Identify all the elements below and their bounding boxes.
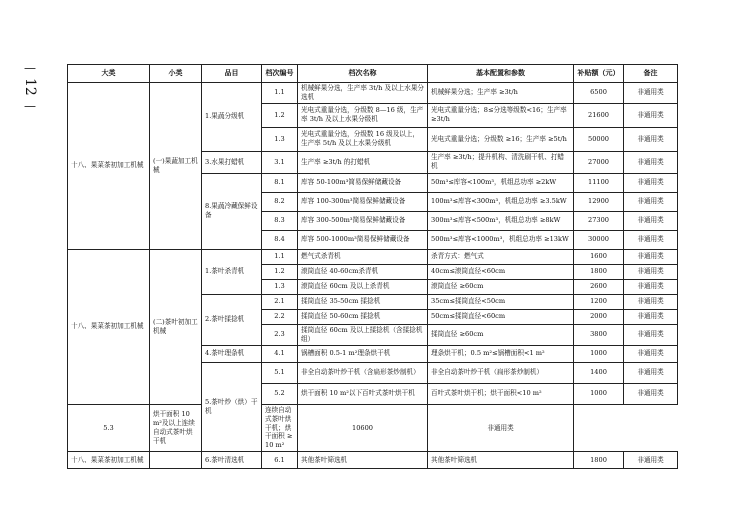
header-subcategory: 小类 <box>150 65 202 83</box>
category-cell: 十八、果菜茶初加工机械 <box>68 83 150 250</box>
page-number-dash-top: — <box>24 61 36 75</box>
grade-code-cell: 1.2 <box>262 103 298 127</box>
config-cell: 35cm≤揉筒直径<50cm <box>428 294 574 309</box>
config-cell: 500m³≤库容<1000m³，机组总功率 ≥13kW <box>428 230 574 249</box>
note-cell: 非通用类 <box>624 309 678 324</box>
config-cell: 其他茶叶筛选机 <box>428 452 574 469</box>
header-config-params: 基本配置和参数 <box>428 65 574 83</box>
grade-code-cell: 8.1 <box>262 173 298 192</box>
grade-code-cell: 3.1 <box>262 151 298 173</box>
grade-name-cell: 烘干面积 10 m²及以上连续自动式茶叶烘干机 <box>150 404 202 451</box>
grade-code-cell: 2.2 <box>262 309 298 324</box>
table-row <box>68 404 678 451</box>
item-cell: 5.茶叶炒（烘）干机 <box>202 362 262 451</box>
note-cell: 非通用类 <box>624 230 678 249</box>
grade-name-cell: 锅槽面积 0.5-1 m²理条烘干机 <box>298 345 428 362</box>
grade-name-cell: 光电式重量分选，分级数 8—16 级，生产率 3t/h 及以上水果分级机 <box>298 103 428 127</box>
config-cell: 机械鲜果分选；生产率 ≥3t/h <box>428 83 574 104</box>
subsidy-cell: 10600 <box>298 404 428 451</box>
config-cell: 揉筒直径 ≥60cm <box>428 324 574 345</box>
subcategory-cell: (一)果蔬加工机械 <box>150 83 202 250</box>
subsidy-cell: 1000 <box>574 383 624 404</box>
grade-name-cell: 滚筒直径 40-60cm杀青机 <box>298 264 428 279</box>
subsidy-cell: 27300 <box>574 211 624 230</box>
item-cell: 3.水果打蜡机 <box>202 151 262 173</box>
note-cell: 非通用类 <box>428 404 574 451</box>
header-grade-code: 档次编号 <box>262 65 298 83</box>
note-cell: 非通用类 <box>624 192 678 211</box>
grade-name-cell: 光电式重量分选，分级数 16 级及以上，生产率 5t/h 及以上水果分级机 <box>298 127 428 151</box>
header-subsidy: 补贴额（元） <box>574 65 624 83</box>
config-cell: 连续自动式茶叶烘干机；烘干面积 ≥10 m² <box>262 404 298 451</box>
config-cell: 非全自动茶叶炒干机（扁形茶炒制机） <box>428 362 574 383</box>
note-cell: 非通用类 <box>624 362 678 383</box>
table-row <box>68 249 678 264</box>
note-cell: 非通用类 <box>624 324 678 345</box>
header-grade-name: 档次名称 <box>298 65 428 83</box>
grade-name-cell: 非全自动茶叶炒干机（含扁形茶炒制机） <box>298 362 428 383</box>
subsidy-cell: 1800 <box>574 452 624 469</box>
category-cell: 十八、果菜茶初加工机械 <box>68 452 150 469</box>
grade-name-cell: 揉筒直径 60cm 及以上揉捻机（含揉捻机组） <box>298 324 428 345</box>
note-cell: 非通用类 <box>624 151 678 173</box>
grade-code-cell: 4.1 <box>262 345 298 362</box>
grade-name-cell: 库容 500-1000m³简易保鲜储藏设备 <box>298 230 428 249</box>
note-cell: 非通用类 <box>624 173 678 192</box>
config-cell: 杀青方式：燃气式 <box>428 249 574 264</box>
grade-name-cell: 滚筒直径 60cm 及以上杀青机 <box>298 279 428 294</box>
note-cell: 非通用类 <box>624 345 678 362</box>
config-cell: 100m³≤库容<300m³，机组总功率 ≥3.5kW <box>428 192 574 211</box>
subsidy-cell: 1800 <box>574 264 624 279</box>
subsidy-cell: 3800 <box>574 324 624 345</box>
item-cell: 2.茶叶揉捻机 <box>202 294 262 345</box>
grade-code-cell: 5.2 <box>262 383 298 404</box>
grade-code-cell: 5.3 <box>68 404 150 451</box>
grade-name-cell: 生产率 ≥3t/h 的打蜡机 <box>298 151 428 173</box>
header-note: 备注 <box>624 65 678 83</box>
item-cell: 1.果蔬分级机 <box>202 83 262 152</box>
config-cell: 光电式重量分选；8≤分选等级数<16；生产率 ≥3t/h <box>428 103 574 127</box>
grade-name-cell: 库容 100-300m³简易保鲜储藏设备 <box>298 192 428 211</box>
config-cell: 光电式重量分选；分级数 ≥16；生产率 ≥5t/h <box>428 127 574 151</box>
page-number-digits: 12 <box>22 78 38 96</box>
subsidy-cell: 30000 <box>574 230 624 249</box>
note-cell: 非通用类 <box>624 264 678 279</box>
grade-code-cell: 1.2 <box>262 264 298 279</box>
grade-code-cell: 1.3 <box>262 127 298 151</box>
grade-name-cell: 揉筒直径 35-50cm 揉捻机 <box>298 294 428 309</box>
item-cell: 6.茶叶清选机 <box>202 452 262 469</box>
grade-name-cell: 燃气式杀青机 <box>298 249 428 264</box>
grade-code-cell: 8.2 <box>262 192 298 211</box>
grade-code-cell: 1.1 <box>262 249 298 264</box>
subsidy-table <box>67 64 678 469</box>
category-cell: 十八、果菜茶初加工机械 <box>68 249 150 404</box>
grade-code-cell: 8.4 <box>262 230 298 249</box>
subsidy-cell: 1200 <box>574 294 624 309</box>
subsidy-cell: 6500 <box>574 83 624 104</box>
note-cell: 非通用类 <box>624 383 678 404</box>
subsidy-cell: 27000 <box>574 151 624 173</box>
note-cell: 非通用类 <box>624 103 678 127</box>
subcategory-cell: (二)茶叶初加工机械 <box>150 249 202 404</box>
grade-name-cell: 机械鲜果分选，生产率 3t/h 及以上水果分选机 <box>298 83 428 104</box>
item-cell: 8.果蔬冷藏保鲜设备 <box>202 173 262 249</box>
note-cell: 非通用类 <box>624 279 678 294</box>
config-cell: 300m³≤库容<500m³，机组总功率 ≥8kW <box>428 211 574 230</box>
subsidy-cell: 2000 <box>574 309 624 324</box>
config-cell: 生产率 ≥3t/h；提升机构、清洗刷干机、打蜡机 <box>428 151 574 173</box>
grade-code-cell: 2.1 <box>262 294 298 309</box>
grade-name-cell: 库容 300-500m³简易保鲜储藏设备 <box>298 211 428 230</box>
config-cell: 50cm≤揉筒直径<60cm <box>428 309 574 324</box>
config-cell: 40cm≤滚筒直径<60cm <box>428 264 574 279</box>
config-cell: 理条烘干机；0.5 m²≤锅槽面积<1 m² <box>428 345 574 362</box>
config-cell: 50m³≤库容<100m³，机组总功率 ≥2kW <box>428 173 574 192</box>
subsidy-cell: 1600 <box>574 249 624 264</box>
subsidy-cell: 21600 <box>574 103 624 127</box>
grade-name-cell: 其他茶叶筛选机 <box>298 452 428 469</box>
note-cell: 非通用类 <box>624 211 678 230</box>
note-cell: 非通用类 <box>624 249 678 264</box>
grade-code-cell: 8.3 <box>262 211 298 230</box>
grade-code-cell: 6.1 <box>262 452 298 469</box>
grade-code-cell: 2.3 <box>262 324 298 345</box>
subcategory-cell <box>150 452 202 469</box>
page-number-dash-bottom: — <box>24 98 36 113</box>
config-cell: 滚筒直径 ≥60cm <box>428 279 574 294</box>
subsidy-cell: 50000 <box>574 127 624 151</box>
subsidy-cell: 1000 <box>574 345 624 362</box>
table-row <box>68 83 678 104</box>
subsidy-cell: 12900 <box>574 192 624 211</box>
subsidy-cell: 1400 <box>574 362 624 383</box>
note-cell: 非通用类 <box>624 294 678 309</box>
table-header-row <box>68 65 678 83</box>
grade-code-cell: 5.1 <box>262 362 298 383</box>
header-category: 大类 <box>68 65 150 83</box>
page-number <box>18 62 42 112</box>
grade-name-cell: 库容 50-100m³简易保鲜储藏设备 <box>298 173 428 192</box>
grade-code-cell: 1.1 <box>262 83 298 104</box>
subsidy-cell: 2600 <box>574 279 624 294</box>
config-cell: 百叶式茶叶烘干机；烘干面积<10 m² <box>428 383 574 404</box>
table-row <box>68 452 678 469</box>
grade-name-cell: 揉筒直径 50-60cm 揉捻机 <box>298 309 428 324</box>
note-cell: 非通用类 <box>624 83 678 104</box>
header-item: 品目 <box>202 65 262 83</box>
grade-code-cell: 1.3 <box>262 279 298 294</box>
item-cell: 4.茶叶理条机 <box>202 345 262 362</box>
grade-name-cell: 烘干面积 10 m²以下百叶式茶叶烘干机 <box>298 383 428 404</box>
item-cell: 1.茶叶杀青机 <box>202 249 262 294</box>
note-cell: 非通用类 <box>624 452 678 469</box>
note-cell: 非通用类 <box>624 127 678 151</box>
subsidy-cell: 11100 <box>574 173 624 192</box>
